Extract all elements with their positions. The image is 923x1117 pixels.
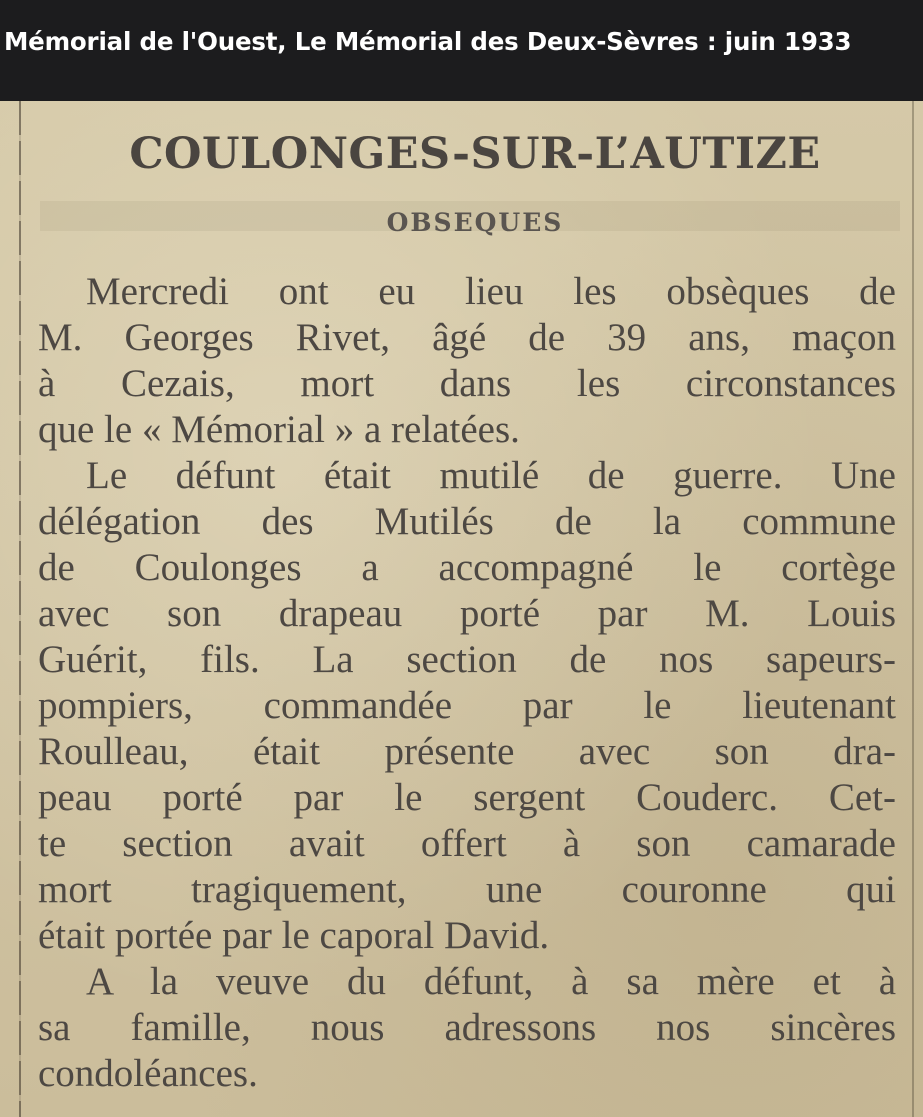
article-line: que le « Mémorial » a relatées. [38, 408, 520, 451]
article-line: sa famille, nous adressons nos sincères [38, 1006, 896, 1049]
article-line: Guérit, fils. La section de nos sapeurs- [38, 638, 896, 681]
article-line: M. Georges Rivet, âgé de 39 ans, maçon [38, 316, 896, 359]
article-line: A la veuve du défunt, à sa mère et à [86, 960, 896, 1003]
article-line: pompiers, commandée par le lieutenant [38, 684, 896, 727]
article-line: Mercredi ont eu lieu les obsèques de [86, 270, 896, 313]
column-rule-left [19, 101, 21, 1117]
article-line: peau porté par le sergent Couderc. Cet- [38, 776, 896, 819]
column-rule-right [912, 101, 914, 1117]
article-subheading: OBSEQUES [386, 208, 564, 237]
article-line: avec son drapeau porté par M. Louis [38, 592, 896, 635]
article-line: était portée par le caporal David. [38, 914, 550, 957]
article-line: mort tragiquement, une couronne qui [38, 868, 896, 911]
article-headline: COULONGES-SUR-L’AUTIZE [129, 129, 821, 179]
article-line: à Cezais, mort dans les circonstances [38, 362, 896, 405]
article-line: de Coulonges a accompagné le cortège [38, 546, 896, 589]
article-line: condoléances. [38, 1052, 258, 1095]
article-line: te section avait offert à son camarade [38, 822, 896, 865]
article-line: délégation des Mutilés de la commune [38, 500, 896, 543]
article-line: Le défunt était mutilé de guerre. Une [86, 454, 896, 497]
article-line: Roulleau, était présente avec son dra- [38, 730, 896, 773]
title-bar [0, 0, 923, 101]
newspaper-clipping [0, 101, 923, 1117]
page-title: Mémorial de l'Ouest, Le Mémorial des Deux-Sèvres : juin 1933 [4, 27, 852, 56]
